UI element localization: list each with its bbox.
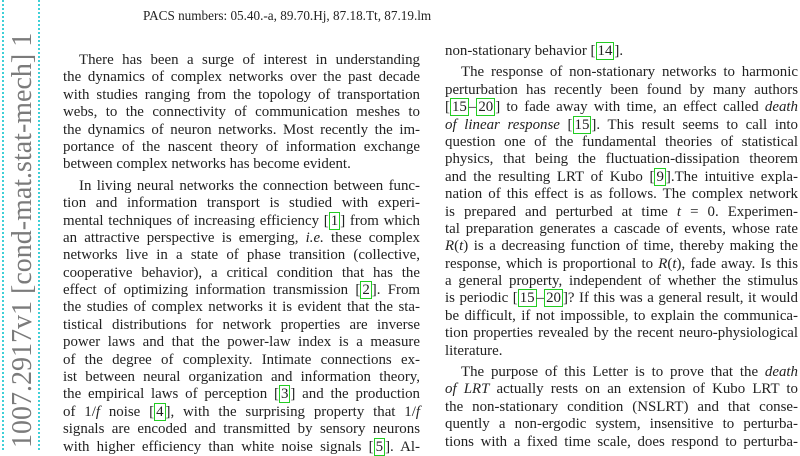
text-line: of linear response [ 15 ]. This result seems to call into [445, 116, 799, 133]
text-line: of the degree of complexity. Intimate connections ex- [63, 351, 420, 368]
text-line: webs, to the connectivity of communication meshes to [63, 104, 420, 121]
text-line: portance of the nascent theory of information exchange [63, 138, 420, 155]
text-line: tal preparation generates a cascade of events, whose rate [445, 220, 798, 237]
text-line: cooperative behavior), a critical condition that has the [63, 264, 420, 281]
citation-link[interactable]: 3 [280, 386, 289, 403]
right-column [445, 43, 798, 451]
text-line: There has been a surge of interest in understanding [79, 52, 420, 68]
text-line: ist between neural organization and information theory, [63, 369, 420, 386]
text-line: mental techniques of increasing efficiency [ 1 ] from which [63, 212, 420, 229]
citation-link[interactable]: 14 [597, 43, 613, 59]
citation-link[interactable]: 15 [574, 116, 590, 133]
text-line: an attractive perspective is emerging, i.e. these complex [63, 229, 420, 246]
text-line: tions with a fixed time scale, does respond to perturba- [445, 433, 798, 450]
text-line: perturbation has recently been found by many authors [445, 81, 798, 98]
margin-dotted-line [2, 0, 4, 450]
text-line: of 1/f noise [ 4 ], with the surprising property that 1/f [63, 403, 421, 420]
text-line: networks live in a state of phase transition (collective, [63, 247, 420, 264]
text-line: quently a non-ergodic system, insensitive to perturba- [445, 416, 798, 433]
text-line: nation of this effect is as follows. The complex network [445, 186, 798, 203]
citation-link[interactable]: 20 [478, 99, 494, 116]
margin-dotted-line [38, 0, 40, 450]
text-line: signals are encoded and transmitted by sensory neurons [63, 421, 420, 438]
text-line: The response of non-stationary networks to harmonic [461, 64, 798, 81]
text-line: the dynamics of complex networks over the past decade [63, 69, 420, 86]
text-line: with studies ranging from the topology of transportation [63, 86, 420, 103]
text-line: is prepared and perturbed at time t = 0. Experimen- [445, 203, 798, 220]
text-line: tion and information transport is studied with experi- [63, 195, 420, 212]
citation-link[interactable]: 15 [519, 290, 535, 307]
text-line: tistical distributions for network properties are inverse [63, 316, 420, 333]
citation-link[interactable]: 2 [362, 282, 370, 299]
citation-link[interactable]: 4 [156, 403, 164, 420]
text-line: between complex networks has become evident. [63, 156, 351, 173]
pacs-numbers: PACS numbers: 05.40.-a, 89.70.Hj, 87.18.Tt, 87.19.lm [143, 8, 432, 23]
text-line: power laws and that the power-law index is a measure [63, 334, 420, 351]
text-line: tion properties revealed by the recent neuro-physiological [445, 325, 798, 342]
text-line: response, which is proportional to R(t), fade away. Is this [445, 255, 798, 272]
citation-link[interactable]: 1 [330, 212, 339, 229]
text-line: and the resulting LRT of Kubo [ 9 ].The intuitive expla- [445, 168, 798, 185]
text-line: effect of optimizing information transmission [ 2 ]. From [63, 282, 420, 299]
text-line: with higher efficiency than white noise signals [ 5 ]. Al- [63, 438, 421, 455]
citation-link[interactable]: 20 [546, 290, 561, 307]
text-line: a general property, independent of whether the stimulus [445, 273, 798, 290]
left-column [63, 52, 420, 456]
text-line: of LRT actually rests on an extension of Kubo LRT to [445, 381, 798, 398]
text-line: is periodic [ 15 – 20 ]? If this was a general result, it would [445, 290, 798, 307]
arxiv-margin-stamp [0, 0, 44, 450]
text-line: be difficult, if not impossible, to explain the communica- [445, 307, 798, 324]
text-line: literature. [445, 342, 503, 359]
text-line: non-stationary behavior [ 14 ]. [445, 43, 624, 59]
arxiv-identifier: 1007.2917v1 [cond-mat.stat-mech] 1 [7, 32, 38, 448]
text-line: the studies of complex networks it is evident that the sta- [63, 299, 420, 316]
citation-link[interactable]: 5 [375, 438, 384, 455]
text-line: question one of the fundamental theories of statistical [445, 133, 798, 150]
citation-link[interactable]: 15 [451, 99, 467, 116]
text-line: the dynamics of neuron networks. Most recently the im- [63, 121, 420, 138]
text-line: In living neural networks the connection between func- [79, 177, 420, 194]
text-line: The purpose of this Letter is to prove that the death [461, 364, 798, 381]
text-line: the empirical laws of perception [ 3 ] and the production [63, 386, 420, 403]
citation-link[interactable]: 9 [656, 168, 664, 185]
text-line: [ 15 – 20 ] to fade away with time, an effect called death [445, 99, 798, 116]
text-line: physics, that being the fluctuation-dissipation theorem [445, 151, 798, 168]
text-line: R(t) is a decreasing function of time, thereby making the [445, 238, 798, 255]
text-line: the non-stationary condition (NSLRT) and that conse- [445, 398, 798, 415]
